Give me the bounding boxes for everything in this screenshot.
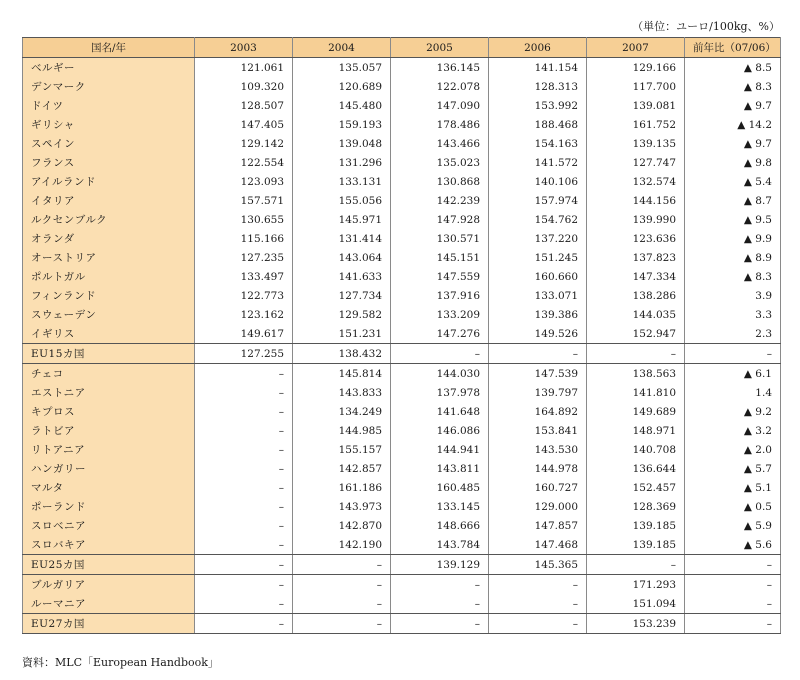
value-cell: 130.655: [195, 210, 293, 229]
country-cell: EU25カ国: [23, 555, 195, 575]
value-cell: 139.129: [391, 555, 489, 575]
value-cell: –: [195, 402, 293, 421]
yoy-cell: ▲ 6.1: [685, 364, 781, 384]
value-cell: 152.947: [587, 324, 685, 344]
value-cell: 127.235: [195, 248, 293, 267]
table-row: [23, 96, 781, 115]
value-cell: –: [587, 555, 685, 575]
value-cell: 144.035: [587, 305, 685, 324]
value-cell: 145.480: [293, 96, 391, 115]
table-row: [23, 459, 781, 478]
yoy-cell: ▲ 3.2: [685, 421, 781, 440]
value-cell: –: [391, 575, 489, 595]
country-cell: ポーランド: [23, 497, 195, 516]
value-cell: –: [293, 614, 391, 634]
value-cell: –: [195, 614, 293, 634]
value-cell: –: [489, 575, 587, 595]
yoy-cell: ▲ 8.9: [685, 248, 781, 267]
value-cell: 127.747: [587, 153, 685, 172]
table-row: [23, 286, 781, 305]
value-cell: 128.369: [587, 497, 685, 516]
value-cell: 148.666: [391, 516, 489, 535]
country-cell: マルタ: [23, 478, 195, 497]
value-cell: 127.734: [293, 286, 391, 305]
value-cell: 141.633: [293, 267, 391, 286]
value-cell: 147.276: [391, 324, 489, 344]
table-row: [23, 614, 781, 634]
value-cell: 143.973: [293, 497, 391, 516]
yoy-cell: –: [685, 614, 781, 634]
value-cell: –: [587, 344, 685, 364]
value-cell: 147.539: [489, 364, 587, 384]
value-cell: –: [195, 575, 293, 595]
value-cell: 144.030: [391, 364, 489, 384]
value-cell: 138.563: [587, 364, 685, 384]
country-cell: ルクセンブルク: [23, 210, 195, 229]
yoy-cell: ▲ 8.7: [685, 191, 781, 210]
value-cell: –: [195, 555, 293, 575]
value-cell: 133.209: [391, 305, 489, 324]
value-cell: 133.145: [391, 497, 489, 516]
source-note: 資料：MLC「European Handbook」: [22, 656, 219, 669]
unit-note: （単位：ユーロ/100kg、%）: [632, 20, 780, 33]
table-row: [23, 344, 781, 364]
value-cell: 134.249: [293, 402, 391, 421]
yoy-cell: ▲ 9.2: [685, 402, 781, 421]
value-cell: 129.142: [195, 134, 293, 153]
yoy-cell: ▲ 2.0: [685, 440, 781, 459]
table-row: [23, 555, 781, 575]
value-cell: 141.572: [489, 153, 587, 172]
value-cell: –: [195, 594, 293, 614]
value-cell: 159.193: [293, 115, 391, 134]
value-cell: –: [391, 614, 489, 634]
value-cell: 138.286: [587, 286, 685, 305]
yoy-cell: 3.3: [685, 305, 781, 324]
value-cell: –: [195, 364, 293, 384]
value-cell: 147.405: [195, 115, 293, 134]
header-2004: 2004: [293, 38, 391, 58]
value-cell: 153.239: [587, 614, 685, 634]
value-cell: 142.857: [293, 459, 391, 478]
value-cell: 139.048: [293, 134, 391, 153]
table-row: [23, 364, 781, 384]
table-row: [23, 497, 781, 516]
country-cell: デンマーク: [23, 77, 195, 96]
value-cell: –: [195, 421, 293, 440]
value-cell: 139.081: [587, 96, 685, 115]
value-cell: 130.571: [391, 229, 489, 248]
value-cell: 143.811: [391, 459, 489, 478]
country-cell: イタリア: [23, 191, 195, 210]
value-cell: 142.190: [293, 535, 391, 555]
value-cell: 109.320: [195, 77, 293, 96]
header-2003: 2003: [195, 38, 293, 58]
table-row: [23, 210, 781, 229]
yoy-cell: ▲ 8.3: [685, 77, 781, 96]
country-cell: キプロス: [23, 402, 195, 421]
value-cell: 141.648: [391, 402, 489, 421]
yoy-cell: ▲ 5.9: [685, 516, 781, 535]
header-2006: 2006: [489, 38, 587, 58]
yoy-cell: ▲ 5.6: [685, 535, 781, 555]
yoy-cell: ▲ 14.2: [685, 115, 781, 134]
value-cell: –: [293, 594, 391, 614]
value-cell: –: [293, 555, 391, 575]
value-cell: 135.023: [391, 153, 489, 172]
country-cell: スペイン: [23, 134, 195, 153]
table-row: [23, 248, 781, 267]
value-cell: 151.245: [489, 248, 587, 267]
table-row: [23, 267, 781, 286]
value-cell: –: [489, 594, 587, 614]
table-row: [23, 535, 781, 555]
value-cell: 127.255: [195, 344, 293, 364]
value-cell: 143.064: [293, 248, 391, 267]
table-row: [23, 478, 781, 497]
yoy-cell: –: [685, 575, 781, 595]
country-cell: ハンガリー: [23, 459, 195, 478]
value-cell: 129.166: [587, 58, 685, 78]
value-cell: 143.833: [293, 383, 391, 402]
table-row: [23, 594, 781, 614]
value-cell: –: [195, 440, 293, 459]
value-cell: 155.157: [293, 440, 391, 459]
value-cell: 142.239: [391, 191, 489, 210]
country-cell: ラトビア: [23, 421, 195, 440]
yoy-cell: 2.3: [685, 324, 781, 344]
value-cell: 160.727: [489, 478, 587, 497]
country-cell: ルーマニア: [23, 594, 195, 614]
value-cell: 135.057: [293, 58, 391, 78]
value-cell: 147.334: [587, 267, 685, 286]
country-cell: EU15カ国: [23, 344, 195, 364]
value-cell: 157.571: [195, 191, 293, 210]
value-cell: 139.185: [587, 516, 685, 535]
table-row: [23, 383, 781, 402]
value-cell: 121.061: [195, 58, 293, 78]
value-cell: 161.186: [293, 478, 391, 497]
value-cell: –: [293, 575, 391, 595]
value-cell: 139.135: [587, 134, 685, 153]
yoy-cell: –: [685, 344, 781, 364]
country-cell: エストニア: [23, 383, 195, 402]
value-cell: 147.468: [489, 535, 587, 555]
value-cell: 133.131: [293, 172, 391, 191]
yoy-cell: ▲ 9.7: [685, 134, 781, 153]
value-cell: 144.978: [489, 459, 587, 478]
yoy-cell: ▲ 9.9: [685, 229, 781, 248]
yoy-cell: ▲ 5.7: [685, 459, 781, 478]
value-cell: 137.823: [587, 248, 685, 267]
value-cell: 128.313: [489, 77, 587, 96]
value-cell: 144.156: [587, 191, 685, 210]
yoy-cell: –: [685, 594, 781, 614]
value-cell: 145.365: [489, 555, 587, 575]
value-cell: 115.166: [195, 229, 293, 248]
value-cell: 178.486: [391, 115, 489, 134]
yoy-cell: ▲ 8.3: [685, 267, 781, 286]
country-cell: リトアニア: [23, 440, 195, 459]
table-row: [23, 153, 781, 172]
value-cell: 142.870: [293, 516, 391, 535]
value-cell: 129.000: [489, 497, 587, 516]
value-cell: 144.941: [391, 440, 489, 459]
value-cell: 123.093: [195, 172, 293, 191]
value-cell: –: [391, 594, 489, 614]
table-row: [23, 402, 781, 421]
value-cell: 145.151: [391, 248, 489, 267]
table-row: [23, 134, 781, 153]
value-cell: 140.708: [587, 440, 685, 459]
value-cell: 123.162: [195, 305, 293, 324]
country-cell: EU27カ国: [23, 614, 195, 634]
value-cell: 144.985: [293, 421, 391, 440]
value-cell: –: [489, 344, 587, 364]
table-row: [23, 229, 781, 248]
value-cell: 143.784: [391, 535, 489, 555]
yoy-cell: –: [685, 555, 781, 575]
value-cell: –: [195, 459, 293, 478]
value-cell: 147.559: [391, 267, 489, 286]
value-cell: 146.086: [391, 421, 489, 440]
value-cell: 149.526: [489, 324, 587, 344]
value-cell: 137.916: [391, 286, 489, 305]
table-row: [23, 575, 781, 595]
yoy-cell: ▲ 8.5: [685, 58, 781, 78]
value-cell: 123.636: [587, 229, 685, 248]
value-cell: 188.468: [489, 115, 587, 134]
country-cell: スロバキア: [23, 535, 195, 555]
value-cell: 137.978: [391, 383, 489, 402]
value-cell: 133.071: [489, 286, 587, 305]
value-cell: 128.507: [195, 96, 293, 115]
value-cell: 133.497: [195, 267, 293, 286]
yoy-cell: ▲ 5.4: [685, 172, 781, 191]
value-cell: 153.841: [489, 421, 587, 440]
table-row: [23, 58, 781, 78]
table-row: [23, 191, 781, 210]
table-row: [23, 115, 781, 134]
value-cell: 160.660: [489, 267, 587, 286]
value-cell: 145.814: [293, 364, 391, 384]
yoy-cell: ▲ 9.5: [685, 210, 781, 229]
header-yoy: 前年比（07/06）: [685, 38, 781, 58]
value-cell: 122.554: [195, 153, 293, 172]
price-table: [22, 37, 781, 634]
value-cell: 147.090: [391, 96, 489, 115]
value-cell: 141.810: [587, 383, 685, 402]
table-row: [23, 172, 781, 191]
value-cell: –: [489, 614, 587, 634]
value-cell: –: [195, 478, 293, 497]
value-cell: 122.773: [195, 286, 293, 305]
value-cell: 136.145: [391, 58, 489, 78]
value-cell: 151.094: [587, 594, 685, 614]
value-cell: 138.432: [293, 344, 391, 364]
yoy-cell: 1.4: [685, 383, 781, 402]
country-cell: フィンランド: [23, 286, 195, 305]
header-row: [23, 38, 781, 58]
value-cell: 143.530: [489, 440, 587, 459]
value-cell: 129.582: [293, 305, 391, 324]
value-cell: 147.928: [391, 210, 489, 229]
value-cell: 147.857: [489, 516, 587, 535]
value-cell: –: [195, 516, 293, 535]
value-cell: 154.163: [489, 134, 587, 153]
value-cell: 149.689: [587, 402, 685, 421]
value-cell: 164.892: [489, 402, 587, 421]
value-cell: 157.974: [489, 191, 587, 210]
table-row: [23, 440, 781, 459]
value-cell: 131.414: [293, 229, 391, 248]
value-cell: 161.752: [587, 115, 685, 134]
country-cell: チェコ: [23, 364, 195, 384]
value-cell: 155.056: [293, 191, 391, 210]
country-cell: ポルトガル: [23, 267, 195, 286]
country-cell: イギリス: [23, 324, 195, 344]
yoy-cell: ▲ 9.8: [685, 153, 781, 172]
country-cell: スウェーデン: [23, 305, 195, 324]
table-row: [23, 77, 781, 96]
country-cell: オランダ: [23, 229, 195, 248]
value-cell: 130.868: [391, 172, 489, 191]
table-row: [23, 305, 781, 324]
country-cell: ドイツ: [23, 96, 195, 115]
value-cell: 137.220: [489, 229, 587, 248]
country-cell: アイルランド: [23, 172, 195, 191]
country-cell: フランス: [23, 153, 195, 172]
value-cell: –: [195, 383, 293, 402]
table-row: [23, 324, 781, 344]
value-cell: 139.386: [489, 305, 587, 324]
value-cell: –: [391, 344, 489, 364]
header-country: 国名/年: [23, 38, 195, 58]
value-cell: 131.296: [293, 153, 391, 172]
value-cell: 141.154: [489, 58, 587, 78]
country-cell: ギリシャ: [23, 115, 195, 134]
header-2005: 2005: [391, 38, 489, 58]
value-cell: 139.797: [489, 383, 587, 402]
value-cell: 122.078: [391, 77, 489, 96]
table-row: [23, 421, 781, 440]
country-cell: スロベニア: [23, 516, 195, 535]
value-cell: 171.293: [587, 575, 685, 595]
value-cell: 151.231: [293, 324, 391, 344]
value-cell: 148.971: [587, 421, 685, 440]
value-cell: 120.689: [293, 77, 391, 96]
header-2007: 2007: [587, 38, 685, 58]
table-body: [23, 58, 781, 634]
value-cell: 117.700: [587, 77, 685, 96]
value-cell: –: [195, 497, 293, 516]
value-cell: 140.106: [489, 172, 587, 191]
value-cell: 136.644: [587, 459, 685, 478]
yoy-cell: ▲ 5.1: [685, 478, 781, 497]
value-cell: 139.990: [587, 210, 685, 229]
country-cell: ブルガリア: [23, 575, 195, 595]
yoy-cell: ▲ 0.5: [685, 497, 781, 516]
value-cell: 145.971: [293, 210, 391, 229]
value-cell: 154.762: [489, 210, 587, 229]
yoy-cell: 3.9: [685, 286, 781, 305]
value-cell: 152.457: [587, 478, 685, 497]
yoy-cell: ▲ 9.7: [685, 96, 781, 115]
value-cell: 143.466: [391, 134, 489, 153]
value-cell: 139.185: [587, 535, 685, 555]
country-cell: オーストリア: [23, 248, 195, 267]
table-row: [23, 516, 781, 535]
value-cell: 160.485: [391, 478, 489, 497]
value-cell: –: [195, 535, 293, 555]
value-cell: 153.992: [489, 96, 587, 115]
value-cell: 149.617: [195, 324, 293, 344]
value-cell: 132.574: [587, 172, 685, 191]
country-cell: ベルギー: [23, 58, 195, 78]
